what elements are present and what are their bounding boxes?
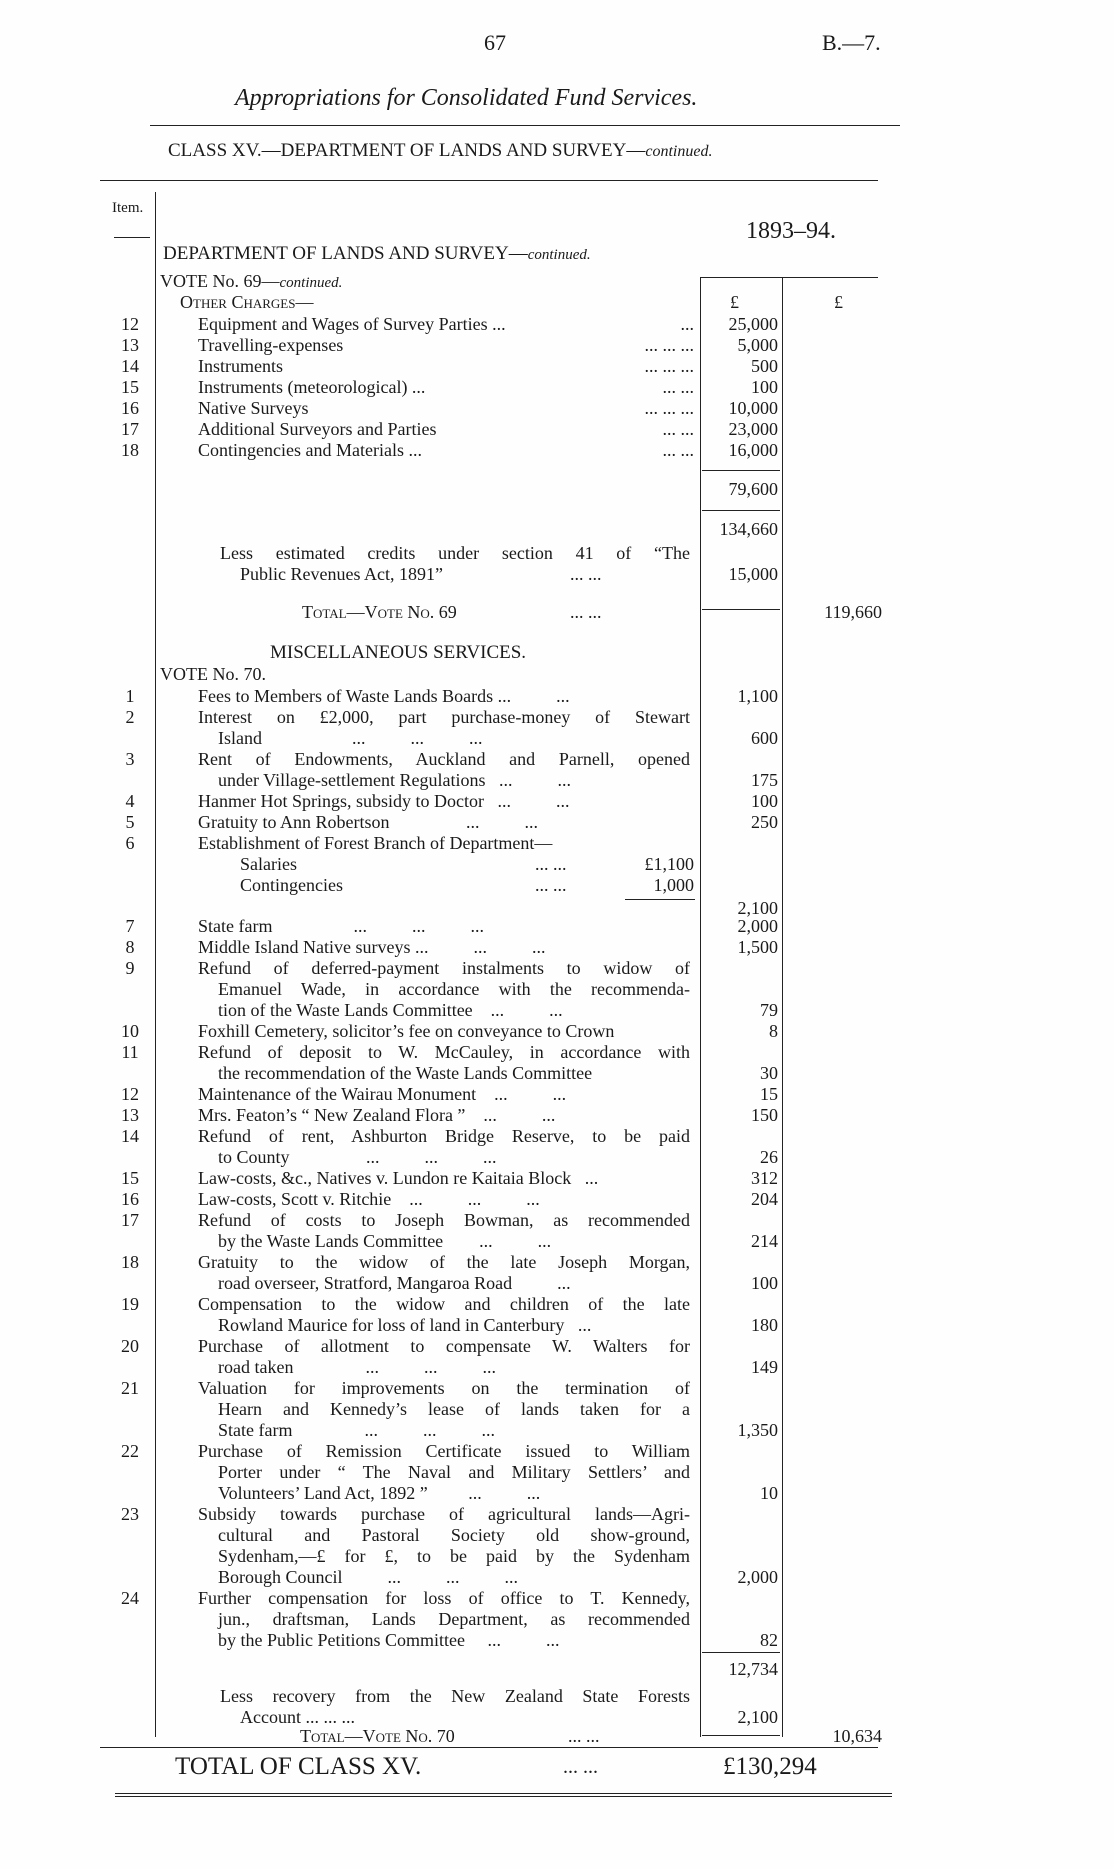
item-line	[0, 1461, 1114, 1483]
item-description: Instruments (meteorological) ...	[198, 377, 426, 397]
item-amount-row	[0, 1566, 1114, 1588]
vote69-total-label: Total—Vote No. 69	[302, 602, 457, 622]
vote70-subtotal-rule	[702, 1652, 780, 1653]
item-number: 16	[121, 398, 139, 418]
item-number: 24	[121, 1588, 139, 1608]
item-amount-row	[0, 1356, 1114, 1378]
item-number: 2	[125, 707, 135, 727]
item-description-line: road overseer, Stratford, Mangaroa Road ...	[218, 1273, 571, 1293]
item-description-line: Gratuity to the widow of the late Joseph Morgan,	[198, 1252, 690, 1272]
item-line	[0, 978, 1114, 1000]
item-description: Instruments	[198, 356, 283, 376]
item-number: 10	[121, 1021, 139, 1041]
item-description-line: Hearn and Kennedy’s lease of lands taken for a	[218, 1399, 690, 1419]
item-description-line: Gratuity to Ann Robertson ... ...	[198, 812, 538, 832]
forest-salaries-dots: ... ...	[535, 854, 567, 874]
item-line	[0, 1293, 1114, 1315]
item-description-line: Purchase of allotment to compensate W. Walters for	[198, 1336, 690, 1356]
item-amount: 312	[751, 1168, 778, 1188]
item-amount: 175	[751, 770, 778, 790]
item-number: 23	[121, 1504, 139, 1524]
class-rule	[100, 180, 878, 181]
item-description-line: Law-costs, Scott v. Ritchie ... ... ...	[198, 1189, 540, 1209]
item-description-line: Establishment of Forest Branch of Department—	[198, 833, 553, 853]
grand-total-top-rule	[100, 1747, 878, 1748]
item-line	[0, 748, 1114, 770]
item-description-line: to County ... ... ...	[218, 1147, 497, 1167]
item-amount-row	[0, 1629, 1114, 1651]
item-description: Additional Surveyors and Parties	[198, 419, 437, 439]
vote70-less-value: 2,100	[737, 1707, 778, 1727]
item-amount: 180	[751, 1315, 778, 1335]
year-column-header: 1893–94.	[746, 218, 836, 244]
item-line	[0, 1440, 1114, 1462]
item-amount: 82	[760, 1630, 778, 1650]
item-description-line: Volunteers’ Land Act, 1892 ” ... ...	[218, 1483, 541, 1503]
vote69-total-dots: ... ...	[570, 602, 602, 622]
item-number: 19	[121, 1294, 139, 1314]
item-amount: 100	[751, 791, 778, 811]
vote69-item	[0, 355, 1114, 377]
vote70-subtotal	[0, 1658, 1114, 1680]
class-title	[168, 140, 712, 162]
item-description-line: Rent of Endowments, Auckland and Parnell, opened	[198, 749, 690, 769]
item-leader-dots: ...	[680, 314, 694, 334]
forest-salaries-value: £1,100	[644, 854, 694, 874]
item-number: 14	[121, 1126, 139, 1146]
section1-title-main: DEPARTMENT OF LANDS AND SURVEY—	[163, 243, 528, 264]
item-description-line: jun., draftsman, Lands Department, as recommended	[218, 1609, 690, 1629]
forest-contingencies	[0, 874, 1114, 896]
pound-sign-amount: £	[730, 292, 739, 312]
class-title-suffix: continued.	[645, 143, 713, 160]
item-line	[0, 1398, 1114, 1420]
item-amount: 23,000	[728, 419, 778, 439]
item-amount: 8	[769, 1021, 778, 1041]
pound-sign-total: £	[834, 292, 843, 312]
item-amount: 150	[751, 1105, 778, 1125]
item-description: Travelling-expenses	[198, 335, 344, 355]
item-description-line: the recommendation of the Waste Lands Committee	[218, 1063, 593, 1083]
page-title: Appropriations for Consolidated Fund Services.	[235, 85, 698, 111]
item-description-line: Middle Island Native surveys ... ... ...	[198, 937, 546, 957]
item-line	[0, 1125, 1114, 1147]
item-amount: 30	[760, 1063, 778, 1083]
vote69-label: VOTE No. 69—	[160, 271, 280, 291]
item-description-line: Porter under “ The Naval and Military Settlers’ and	[218, 1462, 690, 1482]
forest-contingencies-value: 1,000	[653, 875, 694, 895]
grand-total-value: £130,294	[723, 1753, 817, 1780]
item-description-line: Sydenham,—£ for £, to be paid by the Sydenham	[218, 1546, 690, 1566]
item-amount-row	[0, 1062, 1114, 1084]
item-line	[0, 1608, 1114, 1630]
item-description-line: Compensation to the widow and children of the late	[198, 1294, 690, 1314]
item-description-line: Purchase of Remission Certificate issued to William	[198, 1441, 690, 1461]
item-number: 13	[121, 335, 139, 355]
item-number: 3	[125, 749, 135, 769]
item-amount-row	[0, 685, 1114, 707]
item-line	[0, 1545, 1114, 1567]
item-number: 4	[125, 791, 135, 811]
vote69-less-value: 15,000	[728, 564, 778, 584]
vote69-subtotal-value: 79,600	[728, 479, 778, 499]
item-description-line: Valuation for improvements on the termination of	[198, 1378, 690, 1398]
vote69-gross	[0, 518, 1114, 540]
item-line	[0, 1335, 1114, 1357]
vote69-suffix: continued.	[279, 275, 343, 291]
item-line	[0, 1587, 1114, 1609]
item-number: 9	[125, 958, 135, 978]
item-description-line: Refund of deposit to W. McCauley, in accordance with	[198, 1042, 690, 1062]
vote69-total-value: 119,660	[824, 602, 882, 622]
item-description-line: Further compensation for loss of office to T. Kennedy,	[198, 1588, 690, 1608]
vote69-item	[0, 376, 1114, 398]
item-amount: 149	[751, 1357, 778, 1377]
item-number: 1	[125, 686, 135, 706]
item-amount: 100	[751, 377, 778, 397]
vote70-total-value: 10,634	[832, 1726, 882, 1746]
item-number: 15	[121, 377, 139, 397]
item-number: 17	[121, 1210, 139, 1230]
item-line	[0, 1503, 1114, 1525]
item-description-line: Mrs. Featon’s “ New Zealand Flora ” ... ...	[198, 1105, 556, 1125]
item-amount-row	[0, 1230, 1114, 1252]
item-leader-dots: ... ... ...	[644, 335, 694, 355]
item-number: 7	[125, 916, 135, 936]
grand-total-label: TOTAL OF CLASS XV.	[175, 1753, 422, 1780]
item-number: 13	[121, 1105, 139, 1125]
item-description-line: by the Public Petitions Committee ... ...	[218, 1630, 560, 1650]
section2-title: MISCELLANEOUS SERVICES.	[270, 642, 527, 663]
item-amount: 79	[760, 1000, 778, 1020]
item-line	[0, 1041, 1114, 1063]
item-leader-dots: ... ... ...	[644, 398, 694, 418]
item-header-rule	[114, 237, 150, 238]
item-number: 6	[125, 833, 135, 853]
item-description-line: State farm ... ... ...	[218, 1420, 495, 1440]
item-amount-row	[0, 1419, 1114, 1441]
forest-sum-value: 2,100	[737, 898, 778, 918]
vote69-less-line1: Less estimated credits under section 41 of “The	[220, 543, 690, 563]
item-leader-dots: ... ...	[662, 377, 694, 397]
item-amount: 15	[760, 1084, 778, 1104]
item-amount: 204	[751, 1189, 778, 1209]
vote70-total-label: Total—Vote No. 70	[300, 1726, 455, 1746]
item-line	[0, 832, 1114, 854]
item-amount-row	[0, 1482, 1114, 1504]
forest-sum	[0, 897, 1114, 919]
class-title-main: CLASS XV.—DEPARTMENT OF LANDS AND SURVEY—	[168, 140, 646, 161]
item-description: Native Surveys	[198, 398, 309, 418]
item-amount: 214	[751, 1231, 778, 1251]
item-line	[0, 1209, 1114, 1231]
item-amount-row	[0, 769, 1114, 791]
item-description-line: Refund of rent, Ashburton Bridge Reserve, to be paid	[198, 1126, 690, 1146]
vote69-less-dots: ... ...	[570, 564, 602, 584]
item-leader-dots: ... ... ...	[644, 356, 694, 376]
page-number: 67	[484, 30, 506, 55]
item-description-line: tion of the Waste Lands Committee ... ...	[218, 1000, 563, 1020]
item-description-line: Subsidy towards purchase of agricultural lands—Agri-	[198, 1504, 690, 1524]
vote70-subtotal-value: 12,734	[728, 1659, 778, 1679]
item-description-line: under Village-settlement Regulations ... ...	[218, 770, 572, 790]
item-number: 11	[121, 1042, 139, 1062]
item-amount-row	[0, 790, 1114, 812]
forest-contingencies-label: Contingencies	[240, 875, 343, 895]
item-amount: 2,000	[737, 1567, 778, 1587]
item-description: Contingencies and Materials ...	[198, 440, 422, 460]
section1-title	[163, 243, 591, 265]
item-description-line: Borough Council ... ... ...	[218, 1567, 518, 1587]
item-description-line: cultural and Pastoral Society old show-ground,	[218, 1525, 690, 1545]
title-rule	[150, 125, 900, 126]
item-line	[0, 706, 1114, 728]
item-line	[0, 1377, 1114, 1399]
item-amount-row	[0, 1272, 1114, 1294]
forest-contingencies-dots: ... ...	[535, 875, 567, 895]
item-amount: 16,000	[728, 440, 778, 460]
item-amount: 2,000	[737, 916, 778, 936]
item-amount: 250	[751, 812, 778, 832]
vote69-heading	[160, 271, 342, 292]
item-amount-row	[0, 1314, 1114, 1336]
item-description-line: Fees to Members of Waste Lands Boards ... ...	[198, 686, 570, 706]
item-description-line: Interest on £2,000, part purchase-money of Stewart	[198, 707, 690, 727]
item-number: 20	[121, 1336, 139, 1356]
vote69-item	[0, 439, 1114, 461]
item-description-line: Law-costs, &c., Natives v. Lundon re Kaitaia Block ...	[198, 1168, 599, 1188]
grand-total-bottom-rule-2	[115, 1796, 892, 1797]
vote69-total	[0, 601, 1114, 623]
vote69-less-credits	[0, 542, 1114, 564]
item-amount: 1,100	[737, 686, 778, 706]
vote69-less-line2: Public Revenues Act, 1891”	[240, 564, 443, 584]
vote69-item	[0, 397, 1114, 419]
year-header-rule	[700, 277, 878, 278]
item-amount-row	[0, 811, 1114, 833]
item-amount-row	[0, 1146, 1114, 1168]
other-charges-heading: Other Charges—	[180, 292, 314, 312]
item-amount: 1,350	[737, 1420, 778, 1440]
item-description-line: Rowland Maurice for loss of land in Canterbury ...	[218, 1315, 592, 1335]
vote69-total-rule	[702, 510, 780, 511]
item-description-line: Refund of costs to Joseph Bowman, as recommended	[198, 1210, 690, 1230]
vote69-item	[0, 418, 1114, 440]
forest-salaries-label: Salaries	[240, 854, 297, 874]
item-amount-row	[0, 999, 1114, 1021]
item-amount: 5,000	[737, 335, 778, 355]
item-number: 22	[121, 1441, 139, 1461]
item-amount: 600	[751, 728, 778, 748]
vote70-less-line1: Less recovery from the New Zealand State Forests	[220, 1686, 690, 1706]
vote70-less-recovery	[0, 1685, 1114, 1707]
item-description-line: by the Waste Lands Committee ... ...	[218, 1231, 552, 1251]
item-number: 21	[121, 1378, 139, 1398]
grand-total-bottom-rule-1	[115, 1793, 892, 1794]
item-amount: 25,000	[728, 314, 778, 334]
item-number: 15	[121, 1168, 139, 1188]
item-description-line: Emanuel Wade, in accordance with the recommenda-	[218, 979, 690, 999]
vote70-less-line2: Account ... ... ...	[240, 1707, 355, 1727]
item-amount: 100	[751, 1273, 778, 1293]
item-amount-row	[0, 727, 1114, 749]
vote69-item	[0, 313, 1114, 335]
item-amount: 10	[760, 1483, 778, 1503]
item-amount: 26	[760, 1147, 778, 1167]
item-amount: 500	[751, 356, 778, 376]
item-number: 12	[121, 314, 139, 334]
item-description: Equipment and Wages of Survey Parties ...	[198, 314, 506, 334]
item-description-line: State farm ... ... ...	[198, 916, 484, 936]
item-number: 18	[121, 1252, 139, 1272]
item-amount-row	[0, 1104, 1114, 1126]
item-number: 17	[121, 419, 139, 439]
item-number: 14	[121, 356, 139, 376]
vote69-subtotal	[0, 478, 1114, 500]
document-ref: B.—7.	[822, 30, 881, 55]
vote69-subtotal-rule	[702, 470, 780, 471]
item-line	[0, 1251, 1114, 1273]
vote69-gross-value: 134,660	[719, 519, 778, 539]
item-number: 16	[121, 1189, 139, 1209]
item-description-line: Island ... ... ...	[218, 728, 483, 748]
vote69-item	[0, 334, 1114, 356]
vote70-total-dots: ... ...	[568, 1726, 600, 1746]
item-number: 5	[125, 812, 135, 832]
grand-total-dots: ... ...	[563, 1756, 598, 1778]
item-number: 12	[121, 1084, 139, 1104]
item-description-line: Foxhill Cemetery, solicitor’s fee on conveyance to Crown	[198, 1021, 615, 1041]
item-amount-row	[0, 1083, 1114, 1105]
item-leader-dots: ... ...	[662, 440, 694, 460]
item-number: 18	[121, 440, 139, 460]
item-amount-row	[0, 936, 1114, 958]
item-amount-row	[0, 1020, 1114, 1042]
item-description-line: Hanmer Hot Springs, subsidy to Doctor ... ...	[198, 791, 570, 811]
vote70-heading: VOTE No. 70.	[160, 664, 266, 684]
item-number: 8	[125, 937, 135, 957]
vote70-total	[0, 1725, 1114, 1747]
item-amount-row	[0, 1167, 1114, 1189]
vote69-less-credits-2	[0, 563, 1114, 585]
item-amount: 1,500	[737, 937, 778, 957]
item-description-line: Refund of deferred-payment instalments to widow of	[198, 958, 690, 978]
section1-title-suffix: continued.	[527, 247, 591, 263]
item-column-header: Item.	[112, 200, 144, 216]
item-description-line: Maintenance of the Wairau Monument ... ...	[198, 1084, 567, 1104]
item-line	[0, 957, 1114, 979]
item-line	[0, 1524, 1114, 1546]
item-leader-dots: ... ...	[662, 419, 694, 439]
item-description-line: road taken ... ... ...	[218, 1357, 496, 1377]
forest-salaries	[0, 853, 1114, 875]
item-amount: 10,000	[728, 398, 778, 418]
item-amount-row	[0, 1188, 1114, 1210]
